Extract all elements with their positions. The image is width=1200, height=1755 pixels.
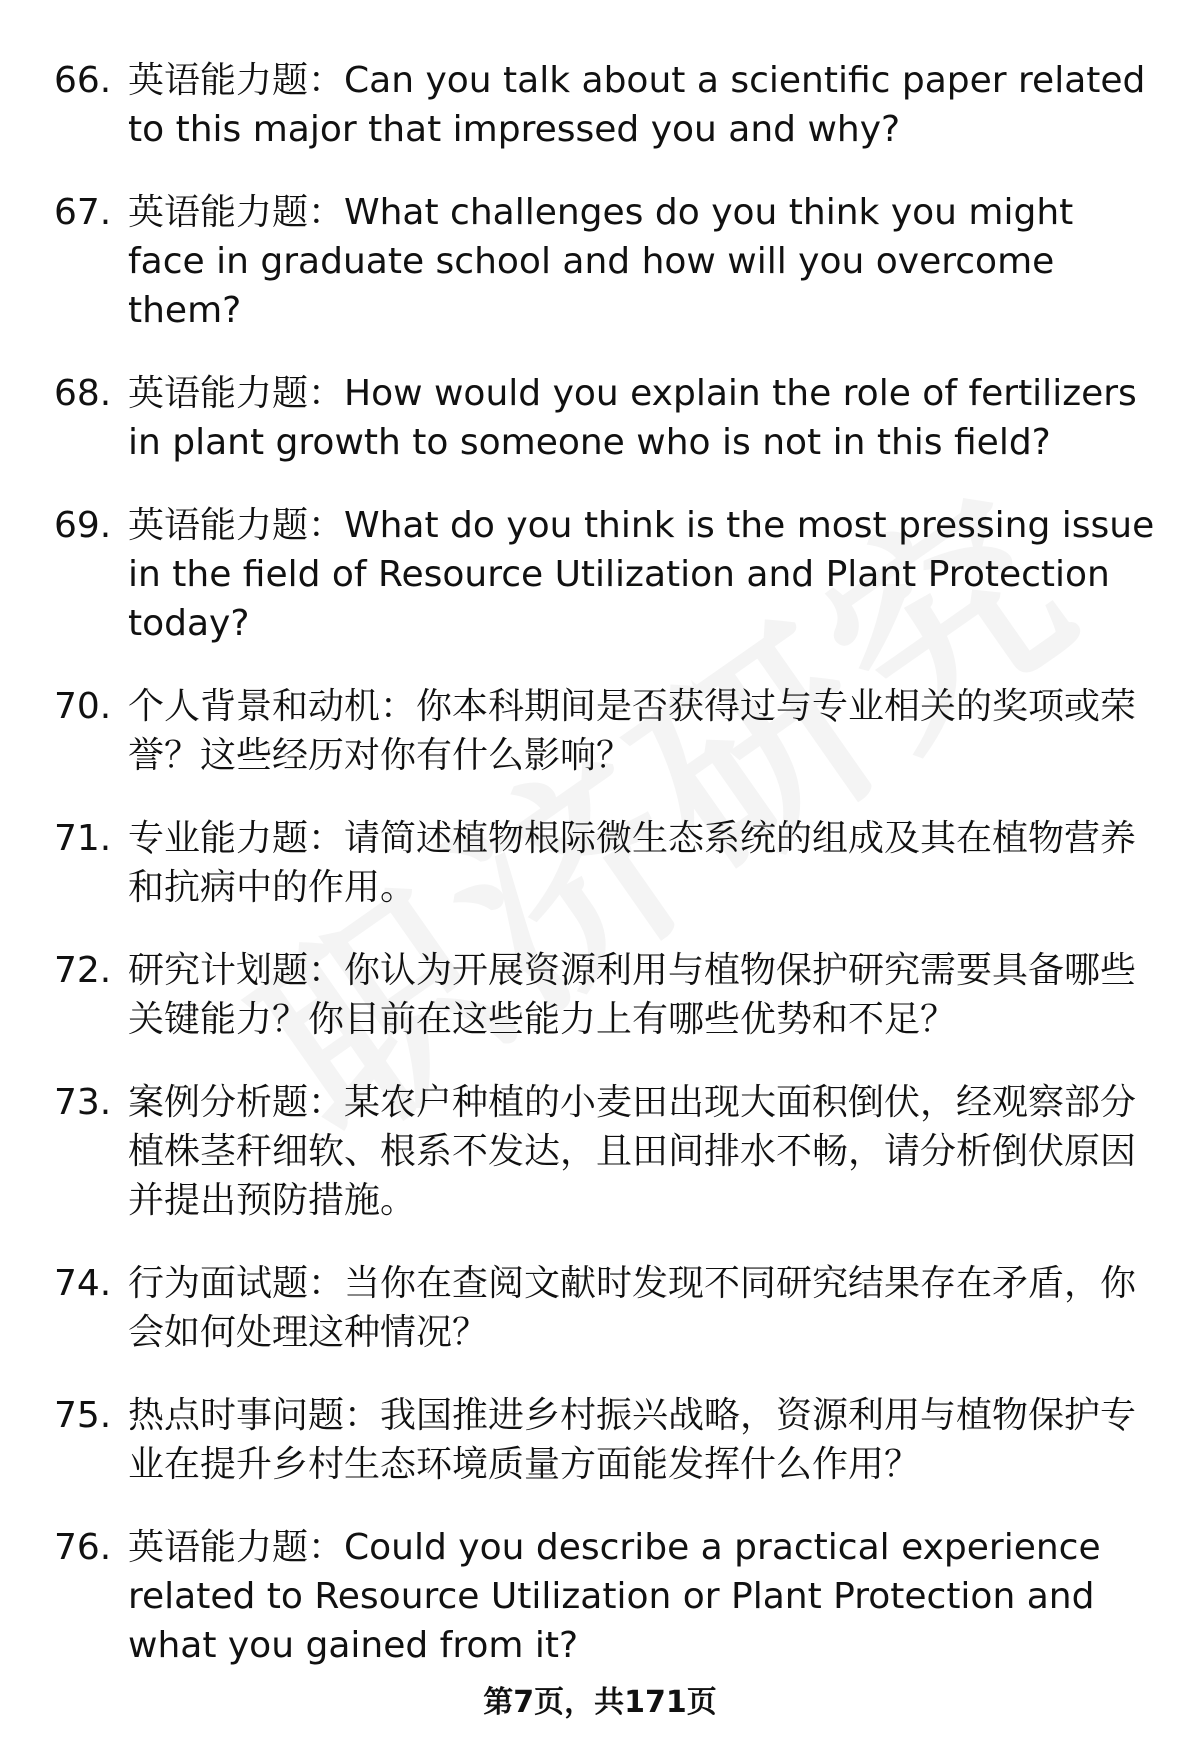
question-text: 英语能力题：How would you explain the role of fertilizers in plant growth to someone who is not in this field? [128,373,1137,463]
question-number: 68. [54,373,112,414]
question-item [0,814,1200,912]
question-item [0,946,1200,1044]
question-item [0,501,1200,648]
question-list [0,56,1200,1704]
question-number: 75. [54,1395,112,1436]
question-text: 研究计划题：你认为开展资源利用与植物保护研究需要具备哪些关键能力？你目前在这些能力上有哪些优势和不足？ [128,950,1137,1040]
question-item [0,1391,1200,1489]
question-item [0,369,1200,467]
question-text: 英语能力题：Can you talk about a scientific paper related to this major that impressed you and why? [128,60,1146,150]
question-number: 69. [54,505,112,546]
question-text: 热点时事问题：我国推进乡村振兴战略，资源利用与植物保护专业在提升乡村生态环境质量方面能发挥什么作用？ [128,1395,1137,1485]
question-text: 个人背景和动机：你本科期间是否获得过与专业相关的奖项或荣誉？这些经历对你有什么影响？ [128,686,1137,776]
question-number: 71. [54,818,112,859]
question-item [0,1078,1200,1225]
question-item [0,1259,1200,1357]
question-item [0,188,1200,335]
question-text: 英语能力题：What do you think is the most pressing issue in the field of Resource Utilization and Plant Protection today? [128,505,1155,644]
question-text: 案例分析题：某农户种植的小麦田出现大面积倒伏，经观察部分植株茎秆细软、根系不发达，且田间排水不畅，请分析倒伏原因并提出预防措施。 [128,1082,1137,1221]
question-number: 70. [54,686,112,727]
question-text: 专业能力题：请简述植物根际微生态系统的组成及其在植物营养和抗病中的作用。 [128,818,1137,908]
question-item [0,682,1200,780]
question-number: 67. [54,192,112,233]
question-number: 66. [54,60,112,101]
page-footer: 第7页，共171页 [483,1685,717,1720]
question-number: 72. [54,950,112,991]
question-number: 73. [54,1082,112,1123]
question-number: 76. [54,1527,112,1568]
question-item [0,56,1200,154]
question-text: 行为面试题：当你在查阅文献时发现不同研究结果存在矛盾，你会如何处理这种情况？ [128,1263,1137,1353]
question-text: 英语能力题：What challenges do you think you might face in graduate school and how will you overcome them? [128,192,1074,331]
question-text: 英语能力题：Could you describe a practical experience related to Resource Utilization or Plant Protection and what you gained from it? [128,1527,1101,1666]
question-item [0,1523,1200,1670]
question-number: 74. [54,1263,112,1304]
